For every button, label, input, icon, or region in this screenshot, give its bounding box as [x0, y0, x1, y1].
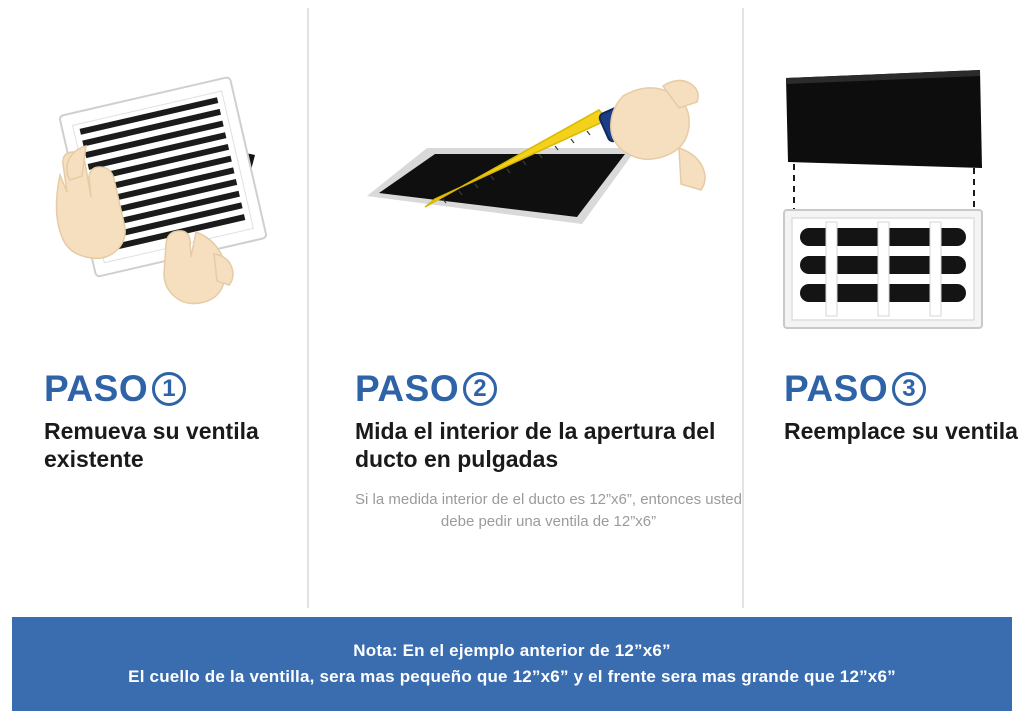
step-3-text	[742, 370, 1024, 445]
step-2-title: Mida el interior de la apertura del ducto en pulgadas	[355, 418, 716, 473]
step-1-number: 1	[152, 372, 186, 406]
hand-measuring-duct-opening-with-tape-icon	[307, 0, 742, 370]
step-2-text	[307, 370, 742, 533]
step-2-note: Si la medida interior de el ducto es 12”x6”, entonces usted debe pedir una ventila de 12”x6”	[355, 491, 742, 530]
step-3-heading	[784, 370, 1024, 407]
new-vent-installed-over-duct-opening-icon	[742, 0, 1024, 370]
hands-removing-existing-vent-icon	[0, 0, 307, 370]
step-3-title: Reemplace su ventila	[784, 418, 1018, 444]
step-1-title: Remueva su ventila existente	[44, 418, 259, 473]
step-1-illustration	[0, 0, 307, 370]
step-2-illustration	[307, 0, 742, 370]
step-column-1	[0, 0, 307, 617]
step-2-label: PASO	[355, 368, 460, 409]
note-banner-line-1: Nota: En el ejemplo anterior de 12”x6”	[353, 641, 671, 660]
step-1-heading	[44, 370, 307, 407]
step-3-label: PASO	[784, 368, 889, 409]
step-3-illustration	[742, 0, 1024, 370]
step-1-text	[0, 370, 307, 473]
step-2-heading	[355, 370, 742, 407]
step-column-2	[307, 0, 742, 617]
note-banner-line-2: El cuello de la ventilla, sera mas pequeño que 12”x6” y el frente sera mas grande que 12”x6”	[128, 667, 896, 686]
step-column-3	[742, 0, 1024, 617]
step-3-number: 3	[892, 372, 926, 406]
note-banner	[12, 617, 1012, 711]
step-1-label: PASO	[44, 368, 149, 409]
step-2-number: 2	[463, 372, 497, 406]
